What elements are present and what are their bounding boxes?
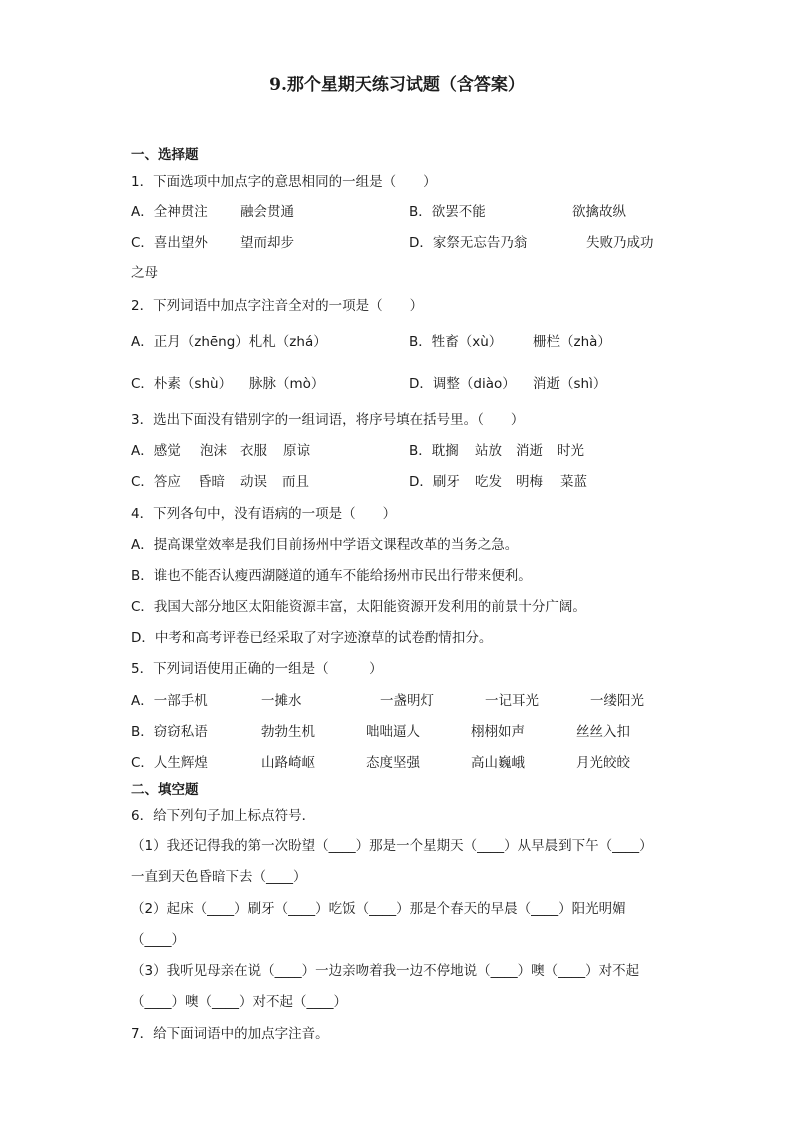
q2-option-c: C．朴素（shù） bbox=[131, 376, 233, 392]
section-heading-fill: 二、填空题 bbox=[131, 782, 199, 798]
q1-option-a-word2: 融会贯通 bbox=[240, 204, 294, 220]
q1-option-d: D．家祭无忘告乃翁 bbox=[409, 235, 528, 251]
q5-option-c: C．人生辉煌 bbox=[131, 755, 208, 771]
q2-option-b-word2: 栅栏（zhà） bbox=[533, 334, 611, 350]
q1-option-d-word2: 失败乃成功 bbox=[586, 235, 654, 251]
q5-option-a-word: 一盏明灯 bbox=[380, 693, 434, 709]
q3-option-d-word: 菜蓝 bbox=[560, 474, 587, 490]
q3-option-d-word: 吃发 bbox=[475, 474, 502, 490]
question-6-stem: 6．给下列句子加上标点符号． bbox=[131, 808, 316, 824]
q1-option-c: C．喜出望外 bbox=[131, 235, 208, 251]
q3-option-b-word: 消逝 bbox=[516, 443, 543, 459]
q5-option-a-word: 一缕阳光 bbox=[590, 693, 644, 709]
q4-option-a: A．提高课堂效率是我们目前扬州中学语文课程改革的当务之急。 bbox=[131, 537, 519, 553]
question-2-stem: 2．下列词语中加点字注音全对的一项是（ ） bbox=[131, 298, 424, 314]
q6-item-2: （2）起床（____）刷牙（____）吃饭（____）那是个春天的早晨（____）阳光明媚 bbox=[131, 901, 626, 917]
q3-option-c: C．答应 bbox=[131, 474, 181, 490]
q3-option-a-word: 泡沫 bbox=[200, 443, 227, 459]
q3-option-d-word: 明梅 bbox=[516, 474, 543, 490]
q1-option-b-word2: 欲擒故纵 bbox=[572, 204, 626, 220]
q6-item-3-continued: （____）噢（____）对不起（____） bbox=[131, 994, 347, 1010]
q5-option-b: B．窃窃私语 bbox=[131, 724, 208, 740]
q3-option-c-word: 而且 bbox=[282, 474, 309, 490]
q6-item-2-continued: （____） bbox=[131, 932, 185, 948]
q5-option-c-word: 高山巍峨 bbox=[471, 755, 525, 771]
question-4-stem: 4．下列各句中，没有语病的一项是（ ） bbox=[131, 506, 397, 522]
q1-option-c-word2: 望而却步 bbox=[240, 235, 294, 251]
q3-option-d: D．刷牙 bbox=[409, 474, 460, 490]
q5-option-c-word: 月光皎皎 bbox=[576, 755, 630, 771]
q4-option-c: C．我国大部分地区太阳能资源丰富，太阳能资源开发利用的前景十分广阔。 bbox=[131, 599, 586, 615]
q5-option-b-word: 栩栩如声 bbox=[471, 724, 525, 740]
question-3-stem: 3．选出下面没有错别字的一组词语，将序号填在括号里。（ ） bbox=[131, 412, 525, 428]
q6-item-3: （3）我听见母亲在说（____）一边亲吻着我一边不停地说（____）噢（____）对不起 bbox=[131, 963, 640, 979]
q2-option-a: A．正月（zhēng）札札（zhá） bbox=[131, 334, 327, 350]
q5-option-a-word: 一记耳光 bbox=[485, 693, 539, 709]
q3-option-a: A．感觉 bbox=[131, 443, 181, 459]
q3-option-c-word: 动误 bbox=[240, 474, 267, 490]
q1-option-d-continued: 之母 bbox=[131, 265, 158, 281]
q2-option-b: B．牲畜（xù） bbox=[409, 334, 503, 350]
q2-option-d-word2: 消逝（shì） bbox=[533, 376, 607, 392]
q3-option-b-word: 站放 bbox=[475, 443, 502, 459]
q6-item-1: （1）我还记得我的第一次盼望（____）那是一个星期天（____）从早晨到下午（____） bbox=[131, 838, 653, 854]
q5-option-b-word: 丝丝入扣 bbox=[576, 724, 630, 740]
q3-option-c-word: 昏暗 bbox=[198, 474, 225, 490]
q5-option-a: A．一部手机 bbox=[131, 693, 208, 709]
q3-option-b: B．耽搁 bbox=[409, 443, 459, 459]
q5-option-c-word: 态度坚强 bbox=[366, 755, 420, 771]
q4-option-d: D．中考和高考评卷已经采取了对字迹潦草的试卷酌情扣分。 bbox=[131, 630, 493, 646]
q3-option-a-word: 原谅 bbox=[283, 443, 310, 459]
q5-option-c-word: 山路崎岖 bbox=[261, 755, 315, 771]
q3-option-a-word: 衣服 bbox=[240, 443, 267, 459]
question-7-stem: 7．给下面词语中的加点字注音。 bbox=[131, 1026, 329, 1042]
q5-option-b-word: 勃勃生机 bbox=[261, 724, 315, 740]
q1-option-b: B．欲罢不能 bbox=[409, 204, 486, 220]
q2-option-d: D．调整（diào） bbox=[409, 376, 516, 392]
q6-item-1-continued: 一直到天色昏暗下去（____） bbox=[131, 869, 307, 885]
q5-option-a-word: 一摊水 bbox=[261, 693, 302, 709]
question-1-stem: 1．下面选项中加点字的意思相同的一组是（ ） bbox=[131, 174, 437, 190]
section-heading-choice: 一、选择题 bbox=[131, 147, 199, 163]
q4-option-b: B．谁也不能否认瘦西湖隧道的通车不能给扬州市民出行带来便利。 bbox=[131, 568, 532, 584]
question-5-stem: 5．下列词语使用正确的一组是（ ） bbox=[131, 661, 383, 677]
q1-option-a: A．全神贯注 bbox=[131, 204, 208, 220]
q5-option-b-word: 咄咄逼人 bbox=[366, 724, 420, 740]
page-title: 9.那个星期天练习试题（含答案） bbox=[269, 75, 525, 95]
q3-option-b-word: 时光 bbox=[557, 443, 584, 459]
q2-option-c-word2: 脉脉（mò） bbox=[249, 376, 325, 392]
